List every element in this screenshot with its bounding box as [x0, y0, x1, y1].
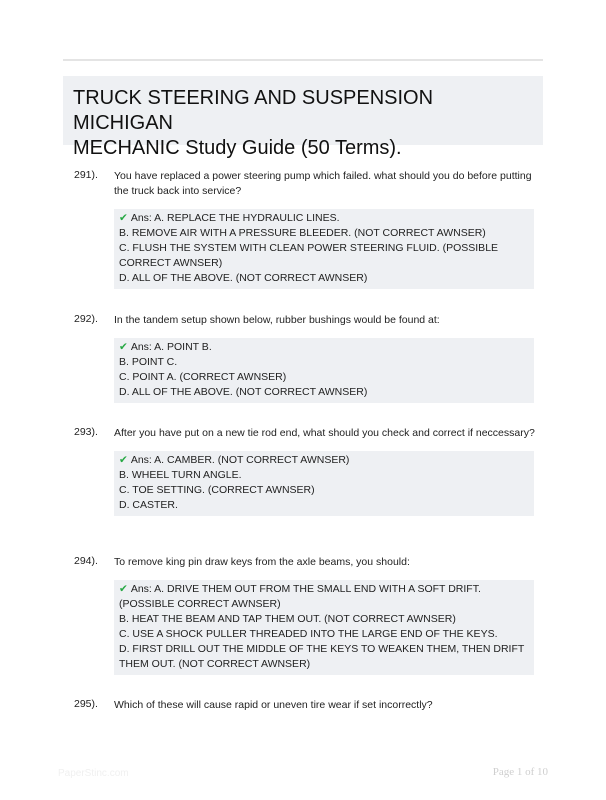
answer-options — [114, 580, 534, 675]
answer-option: B. POINT C. — [119, 356, 178, 368]
answer-option: B. HEAT THE BEAM AND TAP THEM OUT. (NOT CORRECT AWNSER) — [119, 613, 456, 625]
question-294 — [74, 555, 544, 675]
question-number: 293). — [74, 426, 98, 438]
question-number: 292). — [74, 313, 98, 325]
question-number: 294). — [74, 555, 98, 567]
answer-option: D. FIRST DRILL OUT THE MIDDLE OF THE KEYS TO WEAKEN THEM, THEN DRIFT THEM OUT. (NOT CORRECT AWNSER) — [119, 643, 525, 670]
answer-options — [114, 338, 534, 403]
checkmark-icon: ✔ — [119, 341, 128, 353]
answer-options — [114, 209, 534, 289]
answer-option: D. ALL OF THE ABOVE. (NOT CORRECT AWNSER) — [119, 272, 368, 284]
question-number: 295). — [74, 698, 98, 710]
checkmark-icon: ✔ — [119, 212, 128, 224]
question-292 — [74, 313, 544, 403]
answer-option: C. POINT A. (CORRECT AWNSER) — [119, 371, 287, 383]
answer-option: C. TOE SETTING. (CORRECT AWNSER) — [119, 484, 315, 496]
answer-option: D. ALL OF THE ABOVE. (NOT CORRECT AWNSER) — [119, 386, 368, 398]
title-banner — [63, 76, 543, 159]
page-number: Page 1 of 10 — [492, 766, 548, 778]
question-text: In the tandem setup shown below, rubber bushings would be found at: — [114, 314, 440, 326]
answer-option: ✔ Ans: A. CAMBER. (NOT CORRECT AWNSER) — [119, 454, 350, 466]
checkmark-icon: ✔ — [119, 454, 128, 466]
checkmark-icon: ✔ — [119, 583, 128, 595]
watermark: PaperStinc.com — [58, 768, 129, 779]
title-line-2: MECHANIC Study Guide (50 Terms). — [73, 137, 402, 159]
answer-option: C. USE A SHOCK PULLER THREADED INTO THE LARGE END OF THE KEYS. — [119, 628, 498, 640]
answer-option: ✔ Ans: A. REPLACE THE HYDRAULIC LINES. — [119, 212, 340, 224]
question-text: To remove king pin draw keys from the axle beams, you should: — [114, 556, 410, 568]
answer-option: B. WHEEL TURN ANGLE. — [119, 469, 242, 481]
title-line-1: TRUCK STEERING AND SUSPENSION MICHIGAN — [73, 87, 434, 134]
top-divider — [63, 59, 543, 61]
page-title — [73, 86, 535, 161]
question-text: Which of these will cause rapid or uneven tire wear if set incorrectly? — [114, 699, 433, 711]
question-text: You have replaced a power steering pump which failed. what should you do before putting the truck back into service? — [114, 170, 532, 197]
question-text: After you have put on a new tie rod end, what should you check and correct if neccessary? — [114, 427, 535, 439]
question-293 — [74, 426, 544, 516]
answer-option: ✔ Ans: A. POINT B. — [119, 341, 212, 353]
answer-option: C. FLUSH THE SYSTEM WITH CLEAN POWER STEERING FLUID. (POSSIBLE CORRECT AWNSER) — [119, 242, 499, 269]
answer-option: ✔ Ans: A. DRIVE THEM OUT FROM THE SMALL END WITH A SOFT DRIFT. (POSSIBLE CORRECT AWNSER) — [119, 583, 481, 610]
answer-options — [114, 451, 534, 516]
answer-option: D. CASTER. — [119, 499, 178, 511]
answer-option: B. REMOVE AIR WITH A PRESSURE BLEEDER. (NOT CORRECT AWNSER) — [119, 227, 486, 239]
question-295 — [74, 698, 544, 713]
question-291 — [74, 169, 544, 289]
question-number: 291). — [74, 169, 98, 181]
